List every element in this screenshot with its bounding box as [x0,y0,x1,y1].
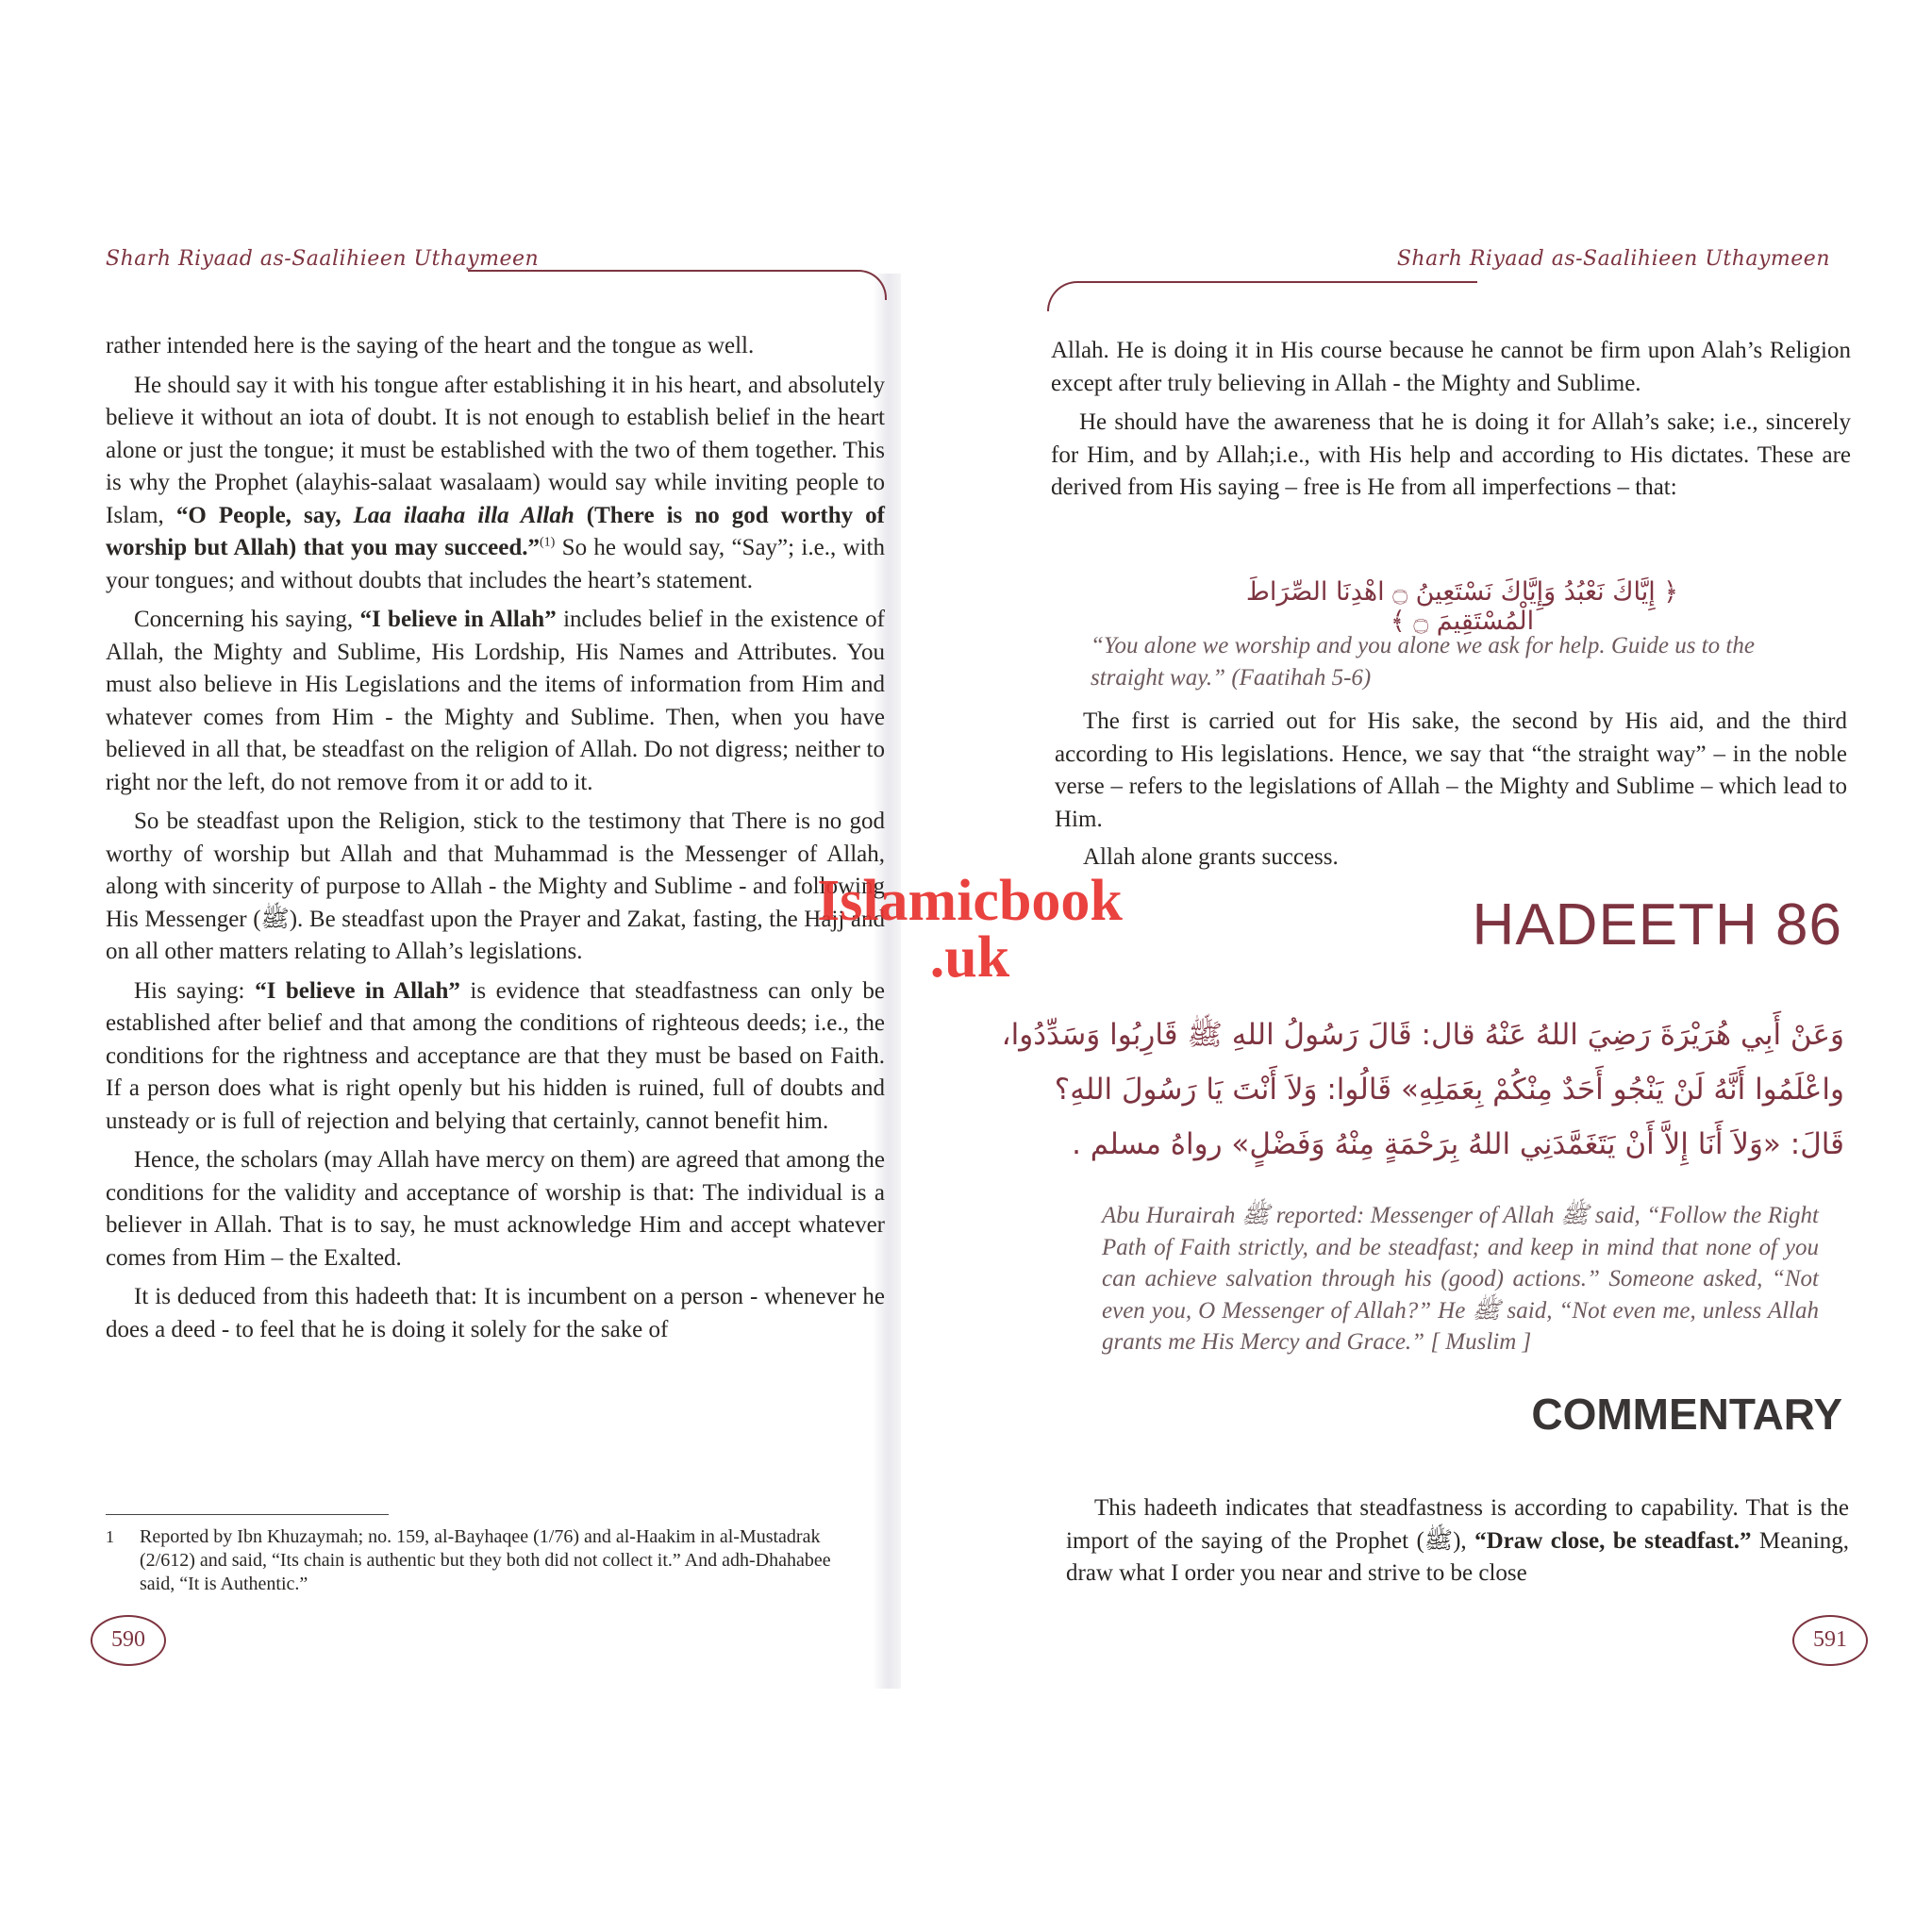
bold-quote: “I believe in Allah” [255,977,460,1004]
hadeeth-arabic-line: قَالَ: «وَلاَ أَنَا إِلاَّ أَنْ يَتَغَمَّدَنِي اللهُ بِرَحْمَةٍ مِنْهُ وَفَضْلٍ» رواهُ مسلم . [1072,1127,1844,1161]
paragraph: He should have the awareness that he is doing it for Allah’s sake; i.e., sincerely for Him, and by Allah;i.e., with His help and according to His dictates. These are derived from His saying – free is He from all imperfections – that: [1051,409,1851,500]
footnote-body [106,1525,860,1596]
text-run: includes belief in the existence of Allah, the Mighty and Sublime, His Lordship, His Names and Attributes. You must also believe in His Legislations and the items of information from Him and whatever comes from Him - the Mighty and Sublime. Then, when you have believed in all that, be steadfast on the religion of Allah. Do not digress; neither to right nor the left, do not remove from it or add to it. [106,607,885,795]
hadeeth-heading: HADEETH 86 [1472,892,1842,958]
paragraph: So be steadfast upon the Religion, stick to the testimony that There is no god worthy of worship but Allah and that Muhammad is the Messenger of Allah, along with sincerity of purpose to Allah - the Mighty and Sublime - and following His Messenger (ﷺ). Be steadfast upon the Prayer and Zakat, fasting, the Hajj and on all other matters relating to Allah’s legislations. [106,808,885,964]
left-page [0,0,896,1932]
text-run: Meaning, draw what I order you near and strive to be close [1066,1527,1850,1586]
quran-verse-arabic: ﴿ إِيَّاكَ نَعْبُدُ وَإِيَّاكَ نَسْتَعِينُ ۝ اهْدِنَا الصِّرَاطَ الْمُسْتَقِيمَ ۝ ﴾ [1245,577,1679,636]
page-number: 590 [91,1615,166,1666]
footnote-divider [106,1514,389,1515]
paragraph: The first is carried out for His sake, the second by His aid, and the third according to His legislations. Hence, we say that “the straight way” – in the noble verse – refers to the legislations of Allah – the Mighty and Sublime – which lead to Him. [1055,708,1847,832]
paragraph: Allah alone grants success. [1083,844,1339,870]
bold-quote: “I believe in Allah” [359,607,557,632]
hadeeth-translation: Abu Hurairah ﷺ reported: Messenger of Allah ﷺ said, “Follow the Right Path of Faith strictly, and be steadfast; and keep in mind that none of you can achieve salvation through his (good) actions.” Someone asked, “Not even you, O Messenger of Allah?” He ﷺ said, “Not even me, unless Allah grants me His Mercy and Grace.” [ Muslim ] [1102,1203,1819,1355]
italic-term: Laa ilaaha illa Allah [353,502,575,528]
footnote-reference[interactable]: (1) [540,535,556,550]
text-run: He should say it with his tongue after establishing it in his heart, and absolutely believe it without an iota of doubt. It is not enough to establish belief in the heart alone or just the tongue; it must be established with the two of them together. This is why the Prophet (alayhis-salaat wasalaam) would say while inviting people to Islam, [106,372,885,528]
text-run: “O People, say, [175,502,354,528]
quran-verse-translation: “You alone we worship and you alone we ask for help. Guide us to the straight way.” (Faatihah 5-6) [1091,633,1755,691]
text-run: His saying: [134,977,256,1004]
text-run: So he would say, “Say”; i.e., with your tongues; and without doubts that includes the heart’s statement. [106,535,886,593]
text-run: Concerning his saying, [134,607,360,632]
watermark-logo [791,869,1149,990]
running-head: Sharh Riyaad as-Saalihieen Uthaymeen [1396,247,1830,271]
paragraph [106,370,885,598]
page-number: 591 [1792,1615,1868,1666]
paragraph: It is deduced from this hadeeth that: It is incumbent on a person - whenever he does a deed - to feel that he is doing it solely for the sake of [106,1284,885,1342]
right-page [1001,0,1932,1932]
footnote-number: 1 [106,1527,114,1546]
paragraph [106,975,885,1139]
text-run: (There is no god worthy of worship but Allah) that you may succeed.” [106,502,886,560]
left-body-text [106,330,885,1353]
right-body-text-middle [1055,706,1847,880]
commentary-text [1066,1492,1849,1591]
watermark-line: .uk [929,925,1010,990]
hadeeth-arabic-line: وَعَنْ أَبِي هُرَيْرَةَ رَضِيَ اللهُ عَنْهُ قال: قَالَ رَسُولُ اللهِ ﷺ قَارِبُوا وَسَدِّدُوا، [1001,1018,1844,1052]
text-run: This hadeeth indicates that steadfastness is according to capability. That is the import of the saying of the Prophet (ﷺ), [1066,1495,1849,1554]
paragraph: Allah. He is doing it in His course because he cannot be firm upon Alah’s Religion except after truly believing in Allah - the Mighty and Sublime. [1051,338,1851,396]
hadeeth-arabic-line: واعْلَمُوا أَنَّهُ لَنْ يَنْجُو أَحَدٌ مِنْكُمْ بِعَمَلِهِ» قَالُوا: وَلاَ أَنْتَ يَا رَسُولَ اللهِ؟ [1054,1073,1844,1107]
paragraph [1066,1492,1849,1591]
bold-quote: “Draw close, be steadfast.” [1474,1527,1752,1554]
paragraph: Hence, the scholars (may Allah have mercy on them) are agreed that among the conditions for the validity and acceptance of worship is that: The individual is a believer in Allah. That is to say, he must acknowledge Him and accept whatever comes from Him – the Exalted. [106,1147,885,1271]
running-head: Sharh Riyaad as-Saalihieen Uthaymeen [106,247,540,271]
header-rule [468,270,887,300]
footnote-text: Reported by Ibn Khuzaymah; no. 159, al-Bayhaqee (1/76) and al-Haakim in al-Mustadrak (2/612) and said, “Its chain is authentic but they both did not collect it.” And adh-Dhahabee said, “It is Authentic.” [140,1526,831,1594]
paragraph [106,604,885,799]
text-run: is evidence that steadfastness can only be established after belief and that among the conditions of righteous deeds; i.e., the conditions for the rightness and acceptance are that they must be based on Faith. If a person does what is right openly but his hidden is ruined, full of doubts and unsteady or is full of rejection and belying that certainly, cannot benefit him. [106,977,885,1134]
hadeeth-arabic [1001,1008,1844,1172]
right-body-text-top [1051,335,1851,511]
commentary-heading: COMMENTARY [1531,1390,1842,1439]
watermark-line: Islamicbook [817,869,1123,933]
header-rule [1047,281,1477,311]
paragraph: rather intended here is the saying of the heart and the tongue as well. [106,333,755,358]
